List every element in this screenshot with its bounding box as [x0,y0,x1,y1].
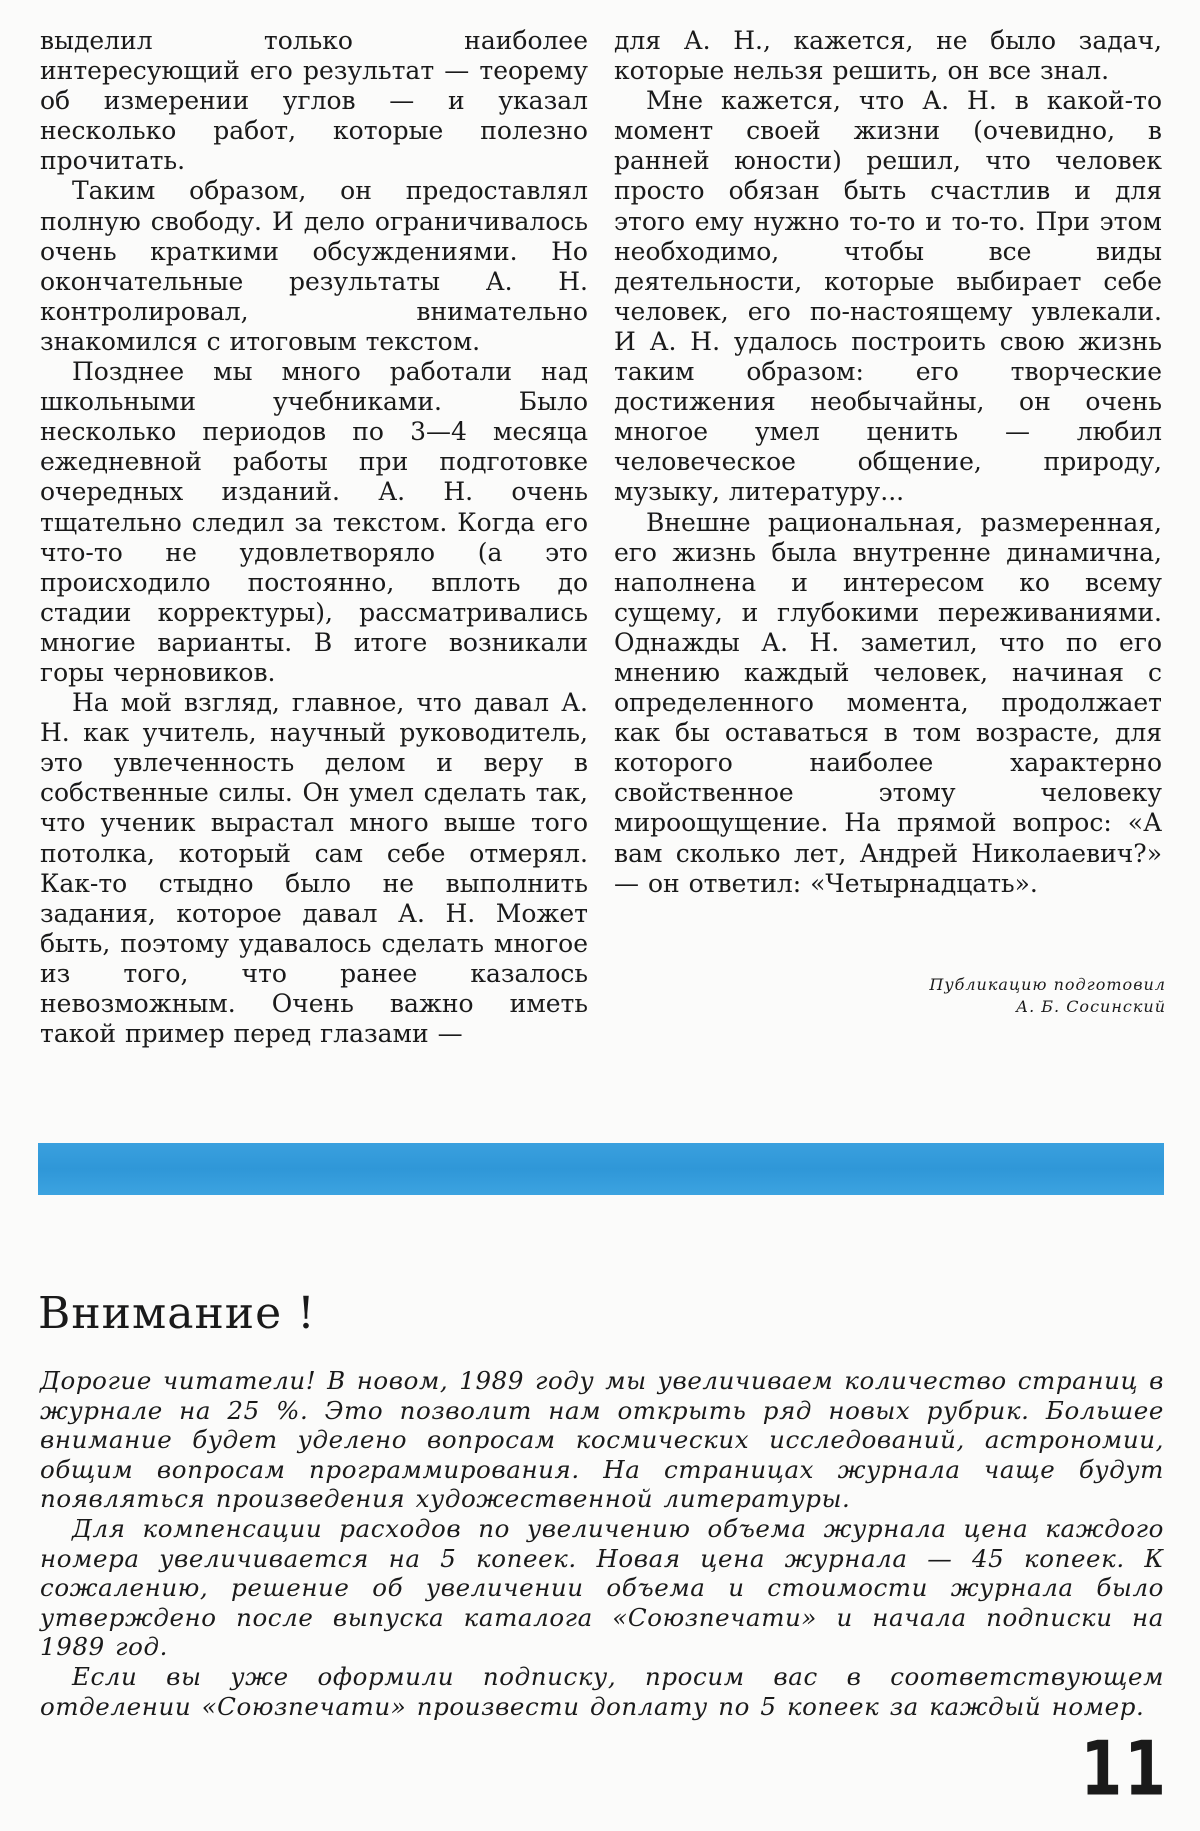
article-paragraph: Позднее мы много работали над школьными учебниками. Было несколько периодов по 3—4 месяца ежедневной работы при подготовке очередных изданий. А. Н. очень тщательно следил за текстом. Когда его что-то не удовлетворяло (а это происходило постоянно, вплоть до стадии корректуры), рассматривались многие варианты. В итоге возникали горы черновиков. [40,357,588,687]
notice-paragraph: Дорогие читатели! В новом, 1989 году мы увеличиваем количество страниц в журнале на 25 %. Это позволит нам открыть ряд новых рубрик. Большее внимание будет уделено вопросам космических исследований, астрономии, общим вопросам программирования. На страницах журнала чаще будут появляться произведения художественной литературы. [40,1366,1164,1514]
page-number: 11 [1080,1725,1168,1813]
notice-paragraph: Для компенсации расходов по увеличению объема журнала цена каждого номера увеличивается на 5 копеек. Новая цена журнала — 45 копеек. К сожалению, решение об увеличении объема и стоимости журнала было утверждено после выпуска каталога «Союзпечати» и начала подписки на 1989 год. [40,1513,1164,1662]
notice-body [40,1366,1164,1721]
notice-paragraph: Если вы уже оформили подписку, просим вас в соответствующем отделении «Союзпечати» произвести доплату по 5 копеек за каждый номер. [40,1661,1164,1721]
blue-divider-band [38,1143,1164,1195]
article-paragraph: Мне кажется, что А. Н. в какой-то момент своей жизни (очевидно, в ранней юности) решил, что человек просто обязан быть счастлив и для этого ему нужно то-то и то-то. При этом необходимо, чтобы все виды деятельности, которые выбирает себе человек, его по-настоящему увлекали. И А. Н. удалось построить свою жизнь таким образом: его творческие достижения необычайны, он очень многое умел ценить — любил человеческое общение, природу, музыку, литературу... [614,86,1162,507]
credit-author: А. Б. Сосинский [1015,997,1166,1016]
publication-credit [746,974,1166,1018]
article-paragraph: На мой взгляд, главное, что давал А. Н. как учитель, научный руководитель, это увлеченность делом и веру в собственные силы. Он умел сделать так, что ученик вырастал много выше того потолка, который сам себе отмерял. Как-то стыдно было не выполнить задания, которое давал А. Н. Может быть, поэтому удавалось сделать многое из того, что ранее казалось невозможным. Очень важно иметь такой пример перед глазами — [40,688,588,1049]
credit-line: Публикацию подготовил [929,975,1166,994]
article-paragraph: для А. Н., кажется, не было задач, которые нельзя решить, он все знал. [614,26,1162,86]
notice-title: Внимание ! [38,1288,316,1339]
article-left-column [40,26,588,1049]
article-paragraph: Таким образом, он предоставлял полную свободу. И дело ограничивалось очень краткими обсуждениями. Но окончательные результаты А. Н. контролировал, внимательно знакомился с итоговым текстом. [40,176,588,356]
article-paragraph: Внешне рациональная, размеренная, его жизнь была внутренне динамична, наполнена и интересом ко всему сущему, и глубокими переживаниями. Однажды А. Н. заметил, что по его мнению каждый человек, начиная с определенного момента, продолжает как бы оставаться в том возрасте, для которого наиболее характерно свойственное этому человеку мироощущение. На прямой вопрос: «А вам сколько лет, Андрей Николаевич?» — он ответил: «Четырнадцать». [614,507,1162,898]
article-paragraph: выделил только наиболее интересующий его результат — теорему об измерении углов — и указал несколько работ, которые полезно прочитать. [40,26,588,176]
article-right-column [614,26,1162,899]
